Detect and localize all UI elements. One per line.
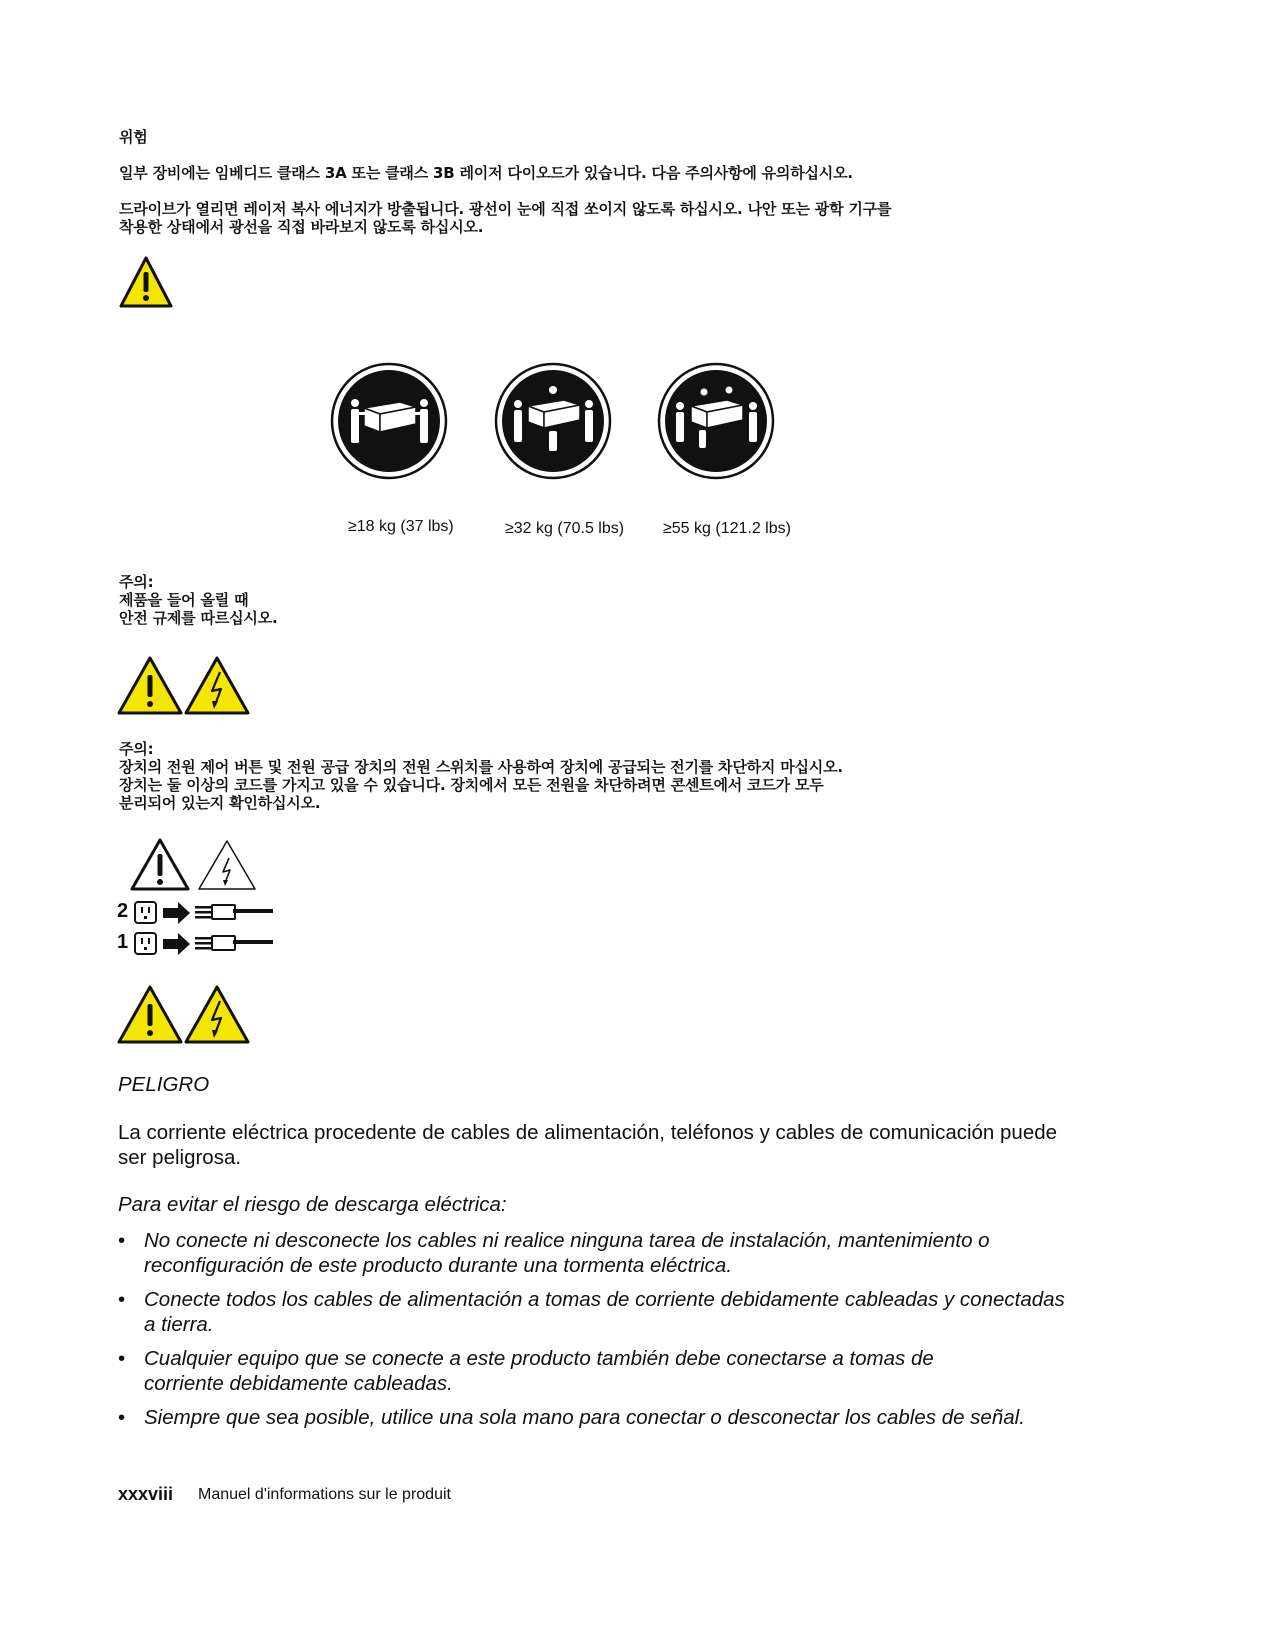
peligro-heading: PELIGRO — [118, 1073, 210, 1096]
list-item: • Siempre que sea posible, utilice una sola mano para conectar o desconectar los cables de señal. — [118, 1405, 1078, 1430]
power-caution-line-1: 장치의 전원 제어 버튼 및 전원 공급 장치의 전원 스위치를 사용하여 장치에 공급되는 전기를 차단하지 마십시오. — [119, 758, 843, 776]
lift-label-18kg: ≥18 kg (37 lbs) — [348, 518, 454, 535]
lift-label-55kg: ≥55 kg (121.2 lbs) — [663, 520, 791, 537]
list-item: • No conecte ni desconecte los cables ni realice ninguna tarea de instalación, mantenimiento o reconfiguración de este producto durante una tormenta eléctrica. — [118, 1228, 1078, 1278]
danger-heading: 위험 — [119, 128, 148, 146]
page-number: xxxviii — [118, 1484, 174, 1504]
caution-heading: 주의: — [119, 573, 154, 591]
outlet-plug-icon — [133, 930, 275, 958]
four-person-lift-icon — [657, 362, 775, 480]
two-person-lift-icon — [330, 362, 448, 480]
lift-label-32kg: ≥32 kg (70.5 lbs) — [505, 520, 625, 537]
outline-warning-electrical-icon — [129, 837, 261, 893]
peligro-section — [118, 1072, 1078, 1439]
peligro-bullet-list — [118, 1228, 1078, 1430]
power-caution-notice — [119, 740, 919, 812]
danger-line-3: 착용한 상태에서 광선을 직접 바라보지 않도록 하십시오. — [119, 218, 484, 236]
danger-line-2: 드라이브가 열리면 레이저 복사 에너지가 방출됩니다. 광선이 눈에 직접 쏘이지 않도록 하십시오. 나안 또는 광학 기구를 — [119, 200, 892, 218]
cord-number: 1 — [117, 931, 129, 953]
warning-triangle-icon — [118, 255, 174, 309]
outlet-plug-icon — [133, 899, 275, 927]
lift-caution-notice — [119, 573, 519, 627]
laser-danger-notice — [119, 128, 919, 236]
lift-caution-line-1: 제품을 들어 올릴 때 — [119, 591, 249, 609]
list-item: • Cualquier equipo que se conecte a este producto también debe conectarse a tomas de corriente debidamente cableadas. — [118, 1346, 1078, 1396]
cord-number: 2 — [117, 900, 129, 922]
danger-line-1: 일부 장비에는 임베디드 클래스 3A 또는 클래스 3B 레이저 다이오드가 있습니다. 다음 주의사항에 유의하십시오. — [119, 164, 853, 182]
power-caution-line-3: 분리되어 있는지 확인하십시오. — [119, 794, 321, 812]
document-title: Manuel d'informations sur le produit — [198, 1486, 451, 1503]
peligro-subheading: Para evitar el riesgo de descarga eléctrica: — [118, 1193, 507, 1216]
list-item: • Conecte todos los cables de alimentación a tomas de corriente debidamente cableadas y conectadas a tierra. — [118, 1287, 1078, 1337]
power-caution-line-2: 장치는 둘 이상의 코드를 가지고 있을 수 있습니다. 장치에서 모든 전원을 차단하려면 콘센트에서 코드가 모두 — [119, 776, 824, 794]
three-person-lift-icon — [494, 362, 612, 480]
warning-electrical-triangles-icon — [117, 655, 251, 717]
peligro-intro: La corriente eléctrica procedente de cables de alimentación, teléfonos y cables de comunicación puede ser peligrosa. — [118, 1121, 1058, 1169]
warning-electrical-triangles-icon — [117, 984, 251, 1046]
lift-caution-line-2: 안전 규제를 따르십시오. — [119, 609, 278, 627]
caution-heading: 주의: — [119, 740, 154, 758]
